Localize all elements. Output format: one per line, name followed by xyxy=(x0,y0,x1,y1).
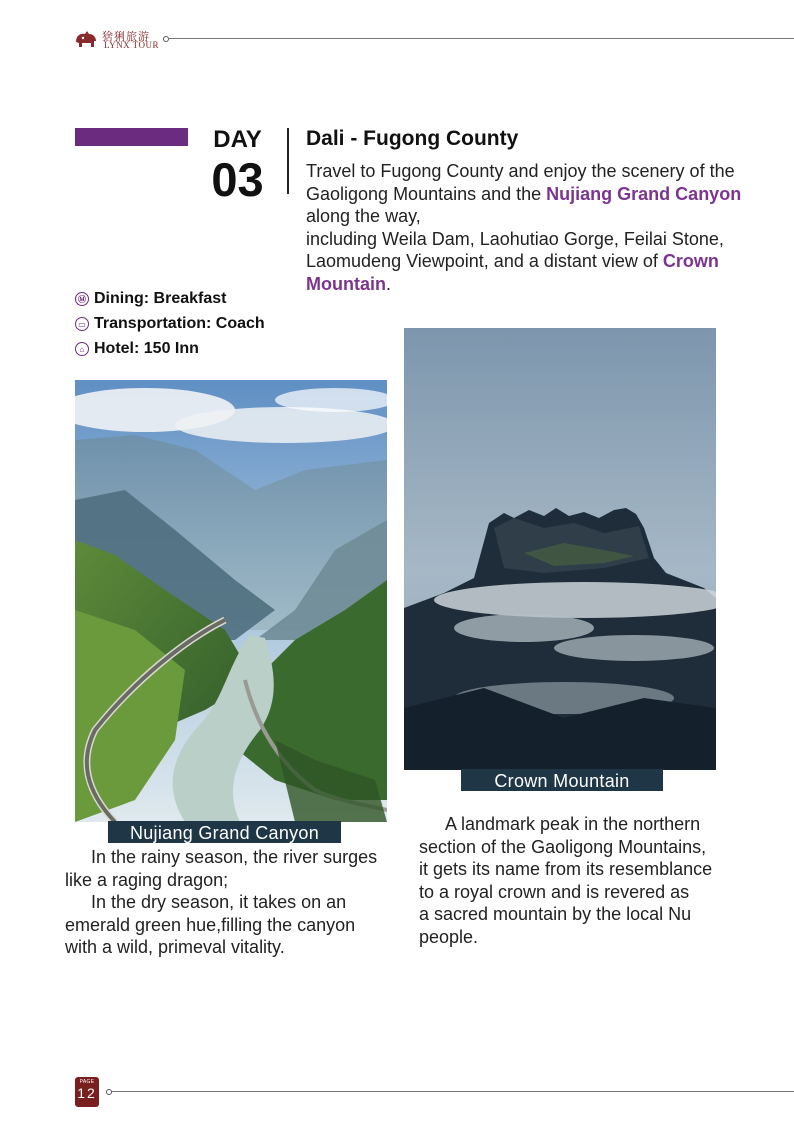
crown-mountain-photo xyxy=(404,328,716,770)
text-line: In the rainy season, the river surges xyxy=(91,847,378,867)
text-line: people. xyxy=(419,926,479,947)
text-line: a sacred mountain by the local Nu xyxy=(419,904,692,924)
text-line: emerald green hue,filling the canyon xyxy=(65,914,356,935)
brand-logo xyxy=(74,28,164,52)
header-rule xyxy=(168,38,794,39)
text-line: section of the Gaoligong Mountains, xyxy=(419,836,707,857)
footer-rule xyxy=(112,1091,794,1092)
text-line: In the dry season, it takes on an xyxy=(91,892,347,912)
text-line: it gets its name from its resemblance xyxy=(419,859,713,879)
description-text: . xyxy=(385,273,391,294)
header-dot xyxy=(163,36,169,42)
description-text: along the way, xyxy=(306,206,421,226)
hotel-info xyxy=(75,340,199,358)
description-text: Travel to Fugong County and enjoy the scenery of the Gaoligong Mountains and the xyxy=(306,161,735,204)
text-line: to a royal crown and is revered as xyxy=(419,881,690,902)
canyon-caption: Nujiang Grand Canyon xyxy=(108,821,341,843)
accent-bar xyxy=(75,128,188,146)
text-line: like a raging dragon; xyxy=(65,869,229,890)
page-number-badge xyxy=(75,1077,99,1107)
crown-mountain-caption: Crown Mountain xyxy=(461,769,663,791)
crown-mountain-description xyxy=(419,813,749,948)
text-line: with a wild, primeval vitality. xyxy=(65,937,285,957)
highlight-crown-mountain: Crown Mountain xyxy=(306,251,719,294)
description-text: including Weila Dam, Laohutiao Gorge, Feilai Stone, Laomudeng Viewpoint, and a distant view of xyxy=(306,228,724,271)
day-number: 03 xyxy=(211,153,264,206)
dining-icon: Ⓜ xyxy=(75,292,89,306)
hotel-label: Hotel: 150 Inn xyxy=(94,340,199,357)
itinerary-description xyxy=(306,160,746,295)
logo-chinese-text: 猞猁旅游 xyxy=(102,30,150,43)
dining-info xyxy=(75,290,226,308)
transportation-info xyxy=(75,315,265,333)
day-label: DAY xyxy=(213,126,262,153)
itinerary-title: Dali - Fugong County xyxy=(306,127,519,150)
logo-english-text: LYNX TOUR xyxy=(104,40,160,50)
page-number: 12 xyxy=(77,1085,97,1101)
highlight-nujiang: Nujiang Grand Canyon xyxy=(546,183,742,204)
page-label: PAGE xyxy=(79,1079,95,1085)
bus-icon: ▭ xyxy=(75,317,89,331)
dining-label: Dining: Breakfast xyxy=(94,290,227,307)
lynx-logo-icon xyxy=(74,28,98,50)
transportation-label: Transportation: Coach xyxy=(94,315,265,332)
footer-dot xyxy=(106,1089,112,1095)
day-divider xyxy=(287,128,289,194)
canyon-description xyxy=(65,846,405,959)
canyon-photo xyxy=(75,380,387,822)
text-line: A landmark peak in the northern xyxy=(445,814,701,834)
hotel-icon: ⌂ xyxy=(75,342,89,356)
